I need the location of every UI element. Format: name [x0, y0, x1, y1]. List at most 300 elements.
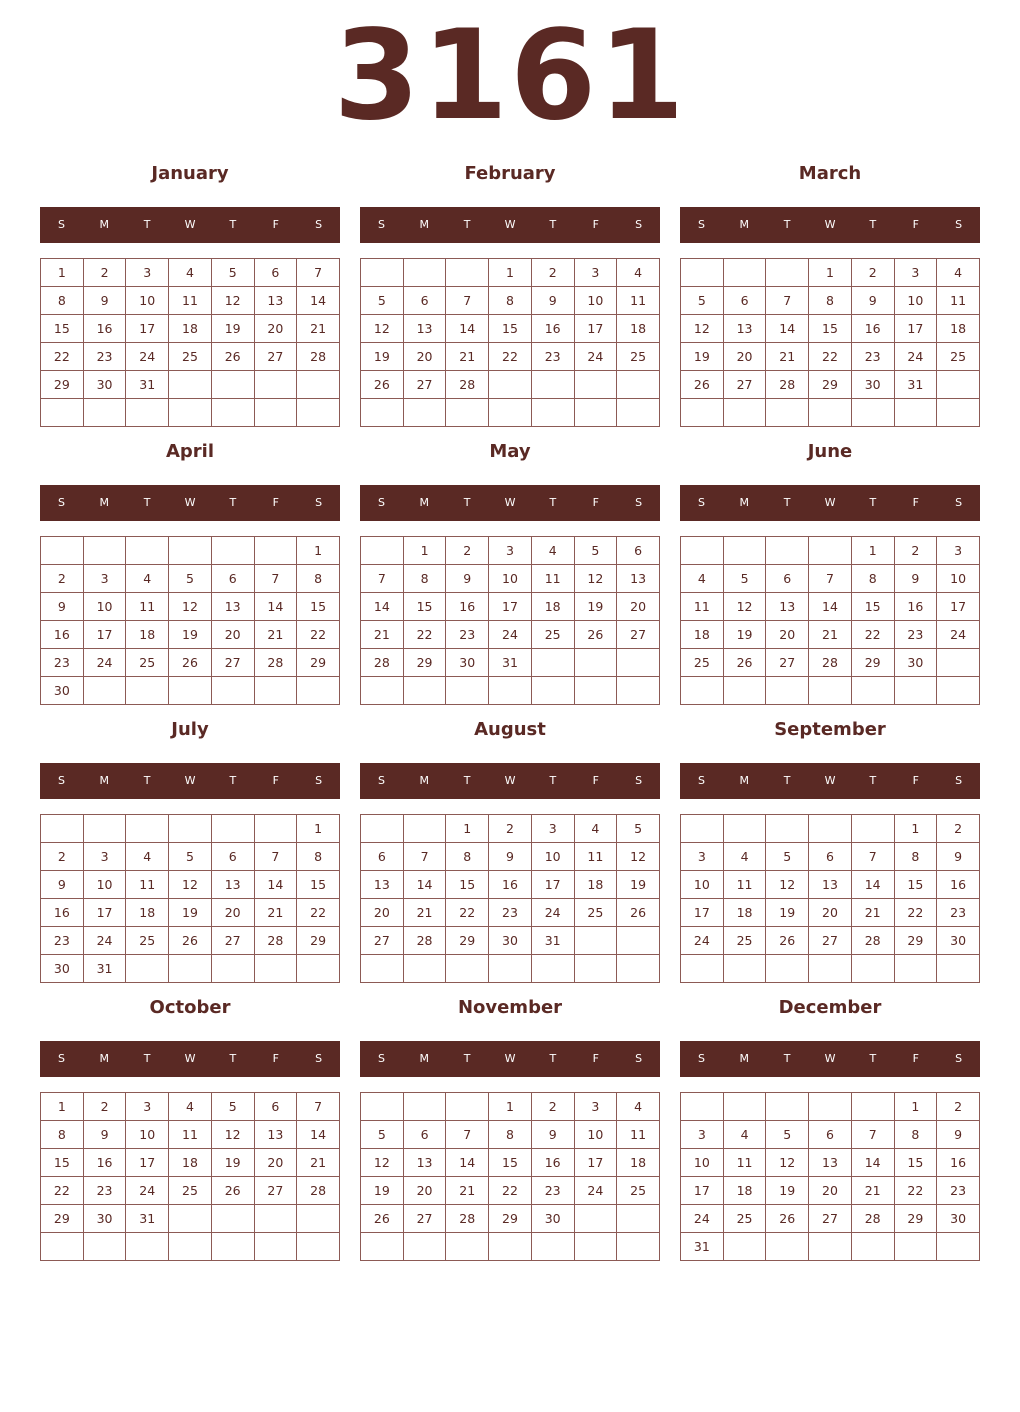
day-cell: 1 [894, 815, 937, 843]
weekday-label: S [57, 496, 65, 509]
empty-cell [851, 815, 894, 843]
day-cell: 25 [169, 1177, 212, 1205]
weekday-label: S [315, 496, 323, 509]
day-cell: 27 [211, 649, 254, 677]
empty-cell [83, 677, 126, 705]
week-row [41, 1177, 340, 1205]
day-cell: 18 [723, 1177, 766, 1205]
weekday-label: W [824, 1052, 836, 1065]
day-cell: 21 [297, 315, 340, 343]
day-cell: 18 [169, 315, 212, 343]
day-cell: 9 [851, 287, 894, 315]
empty-cell [809, 537, 852, 565]
week-row [41, 1233, 340, 1261]
empty-cell [766, 399, 809, 427]
weekday-label: T [869, 496, 877, 509]
week-row [361, 565, 660, 593]
week-row [681, 315, 980, 343]
empty-cell [126, 815, 169, 843]
day-cell: 10 [83, 593, 126, 621]
empty-cell [766, 537, 809, 565]
day-cell: 30 [489, 927, 532, 955]
day-cell: 27 [403, 371, 446, 399]
day-cell: 9 [531, 287, 574, 315]
empty-cell [681, 537, 724, 565]
month-name: October [149, 997, 231, 1018]
day-cell: 1 [297, 815, 340, 843]
empty-cell [83, 399, 126, 427]
empty-cell [723, 537, 766, 565]
day-cell: 14 [851, 871, 894, 899]
day-cell: 23 [531, 343, 574, 371]
day-cell: 19 [211, 315, 254, 343]
empty-cell [617, 677, 660, 705]
weekday-label: S [377, 774, 385, 787]
weekday-label: T [463, 496, 471, 509]
weekday-label: W [504, 1052, 516, 1065]
day-cell: 19 [211, 1149, 254, 1177]
day-cell: 14 [403, 871, 446, 899]
day-cell: 30 [446, 649, 489, 677]
day-cell: 6 [723, 287, 766, 315]
day-cell: 11 [681, 593, 724, 621]
day-cell: 10 [489, 565, 532, 593]
day-grid [360, 258, 660, 427]
empty-cell [446, 259, 489, 287]
day-cell: 14 [254, 593, 297, 621]
week-row [361, 399, 660, 427]
empty-cell [403, 1233, 446, 1261]
weekday-label: S [955, 1052, 963, 1065]
week-row [361, 621, 660, 649]
week-row [361, 287, 660, 315]
day-cell: 26 [574, 621, 617, 649]
week-row [361, 1121, 660, 1149]
day-cell: 10 [681, 871, 724, 899]
weekday-label: F [912, 1052, 919, 1065]
week-row [361, 537, 660, 565]
empty-cell [851, 399, 894, 427]
weekday-label: S [955, 496, 963, 509]
week-row [681, 259, 980, 287]
day-cell: 17 [489, 593, 532, 621]
week-row [361, 843, 660, 871]
day-cell: 21 [403, 899, 446, 927]
day-cell: 4 [937, 259, 980, 287]
empty-cell [211, 815, 254, 843]
day-cell: 20 [254, 315, 297, 343]
day-cell: 15 [446, 871, 489, 899]
day-cell: 19 [361, 343, 404, 371]
day-cell: 24 [126, 1177, 169, 1205]
day-cell: 15 [403, 593, 446, 621]
day-cell: 3 [531, 815, 574, 843]
day-cell: 7 [361, 565, 404, 593]
week-row [361, 871, 660, 899]
day-cell: 8 [851, 565, 894, 593]
day-cell: 22 [894, 1177, 937, 1205]
month-name: November [457, 997, 563, 1018]
weekday-label: T [463, 1052, 471, 1065]
day-cell: 7 [766, 287, 809, 315]
day-cell: 16 [41, 621, 84, 649]
day-cell: 5 [169, 565, 212, 593]
day-cell: 22 [297, 899, 340, 927]
week-row [41, 815, 340, 843]
day-cell: 1 [851, 537, 894, 565]
day-cell: 31 [681, 1233, 724, 1261]
empty-cell [361, 677, 404, 705]
day-cell: 25 [617, 343, 660, 371]
week-row [41, 565, 340, 593]
day-cell: 5 [681, 287, 724, 315]
day-cell: 18 [574, 871, 617, 899]
day-cell: 22 [446, 899, 489, 927]
day-cell: 22 [41, 1177, 84, 1205]
empty-cell [361, 1233, 404, 1261]
day-cell: 18 [937, 315, 980, 343]
empty-cell [254, 677, 297, 705]
weekday-label: T [143, 218, 151, 231]
week-row [41, 1205, 340, 1233]
week-row [41, 677, 340, 705]
day-cell: 16 [83, 1149, 126, 1177]
weekday-label: M [739, 774, 750, 787]
day-cell: 30 [41, 955, 84, 983]
day-cell: 8 [41, 1121, 84, 1149]
weekday-label: T [869, 1052, 877, 1065]
day-cell: 6 [211, 565, 254, 593]
empty-cell [894, 399, 937, 427]
day-cell: 27 [211, 927, 254, 955]
empty-cell [297, 399, 340, 427]
day-cell: 31 [489, 649, 532, 677]
day-cell: 24 [681, 1205, 724, 1233]
weekday-label: M [99, 774, 110, 787]
day-cell: 6 [809, 1121, 852, 1149]
day-cell: 7 [297, 1093, 340, 1121]
week-row [41, 871, 340, 899]
day-cell: 18 [681, 621, 724, 649]
empty-cell [254, 537, 297, 565]
week-row [41, 287, 340, 315]
day-cell: 1 [489, 1093, 532, 1121]
day-cell: 4 [169, 259, 212, 287]
day-cell: 31 [894, 371, 937, 399]
day-cell: 20 [403, 343, 446, 371]
day-cell: 27 [254, 1177, 297, 1205]
day-cell: 18 [617, 315, 660, 343]
empty-cell [574, 955, 617, 983]
day-cell: 25 [617, 1177, 660, 1205]
empty-cell [937, 955, 980, 983]
empty-cell [894, 1233, 937, 1261]
empty-cell [297, 1205, 340, 1233]
empty-cell [617, 371, 660, 399]
day-cell: 15 [809, 315, 852, 343]
day-cell: 29 [851, 649, 894, 677]
day-cell: 13 [403, 1149, 446, 1177]
empty-cell [574, 399, 617, 427]
weekday-header-bar [360, 763, 660, 799]
day-cell: 3 [574, 1093, 617, 1121]
day-cell: 18 [126, 899, 169, 927]
day-cell: 23 [41, 927, 84, 955]
day-cell: 15 [489, 315, 532, 343]
day-cell: 30 [531, 1205, 574, 1233]
empty-cell [403, 955, 446, 983]
day-cell: 19 [766, 899, 809, 927]
day-cell: 7 [297, 259, 340, 287]
empty-cell [617, 1233, 660, 1261]
day-cell: 1 [489, 259, 532, 287]
day-cell: 10 [126, 1121, 169, 1149]
week-row [361, 343, 660, 371]
day-cell: 22 [41, 343, 84, 371]
day-cell: 14 [297, 287, 340, 315]
day-cell: 3 [937, 537, 980, 565]
weekday-label: W [184, 1052, 196, 1065]
weekday-label: T [549, 218, 557, 231]
week-row [681, 649, 980, 677]
day-cell: 4 [126, 565, 169, 593]
week-row [361, 677, 660, 705]
empty-cell [809, 399, 852, 427]
empty-cell [126, 955, 169, 983]
day-cell: 6 [403, 1121, 446, 1149]
empty-cell [937, 1233, 980, 1261]
empty-cell [937, 677, 980, 705]
empty-cell [297, 677, 340, 705]
week-row [681, 1149, 980, 1177]
day-cell: 23 [489, 899, 532, 927]
day-cell: 14 [254, 871, 297, 899]
empty-cell [681, 955, 724, 983]
weekday-header-bar [680, 1041, 980, 1077]
day-cell: 8 [403, 565, 446, 593]
weekday-label: F [912, 774, 919, 787]
day-cell: 24 [126, 343, 169, 371]
day-cell: 29 [403, 649, 446, 677]
weekday-label: W [504, 496, 516, 509]
empty-cell [254, 815, 297, 843]
day-cell: 6 [254, 259, 297, 287]
empty-cell [361, 399, 404, 427]
day-cell: 15 [297, 593, 340, 621]
day-cell: 16 [937, 871, 980, 899]
day-cell: 7 [809, 565, 852, 593]
weekday-label: T [229, 218, 237, 231]
day-cell: 4 [169, 1093, 212, 1121]
day-cell: 20 [361, 899, 404, 927]
week-row [41, 343, 340, 371]
weekday-label: S [697, 1052, 705, 1065]
weekday-label: M [99, 496, 110, 509]
weekday-header-bar [40, 485, 340, 521]
weekday-label: S [377, 1052, 385, 1065]
day-cell: 16 [894, 593, 937, 621]
day-cell: 23 [41, 649, 84, 677]
day-cell: 10 [83, 871, 126, 899]
day-cell: 6 [617, 537, 660, 565]
day-cell: 29 [41, 371, 84, 399]
empty-cell [126, 677, 169, 705]
weekday-label: F [592, 774, 599, 787]
day-cell: 28 [851, 1205, 894, 1233]
day-cell: 1 [809, 259, 852, 287]
day-cell: 24 [574, 1177, 617, 1205]
day-cell: 30 [83, 371, 126, 399]
week-row [681, 899, 980, 927]
day-cell: 21 [766, 343, 809, 371]
empty-cell [169, 537, 212, 565]
weekday-label: T [783, 218, 791, 231]
month-name: August [474, 719, 546, 740]
day-cell: 12 [211, 1121, 254, 1149]
day-cell: 19 [169, 621, 212, 649]
day-cell: 7 [254, 843, 297, 871]
day-cell: 26 [681, 371, 724, 399]
week-row [361, 371, 660, 399]
week-row [681, 621, 980, 649]
day-cell: 3 [489, 537, 532, 565]
day-cell: 13 [254, 287, 297, 315]
month-name: December [778, 997, 882, 1018]
day-cell: 25 [126, 649, 169, 677]
day-cell: 8 [894, 843, 937, 871]
day-cell: 12 [766, 1149, 809, 1177]
weekday-header-bar [360, 207, 660, 243]
empty-cell [681, 677, 724, 705]
day-cell: 26 [766, 1205, 809, 1233]
empty-cell [446, 1233, 489, 1261]
day-cell: 22 [809, 343, 852, 371]
day-cell: 22 [489, 343, 532, 371]
empty-cell [851, 955, 894, 983]
day-cell: 10 [574, 1121, 617, 1149]
day-cell: 30 [41, 677, 84, 705]
week-row [41, 399, 340, 427]
day-cell: 28 [403, 927, 446, 955]
day-cell: 17 [83, 621, 126, 649]
day-grid [360, 814, 660, 983]
day-cell: 23 [446, 621, 489, 649]
day-cell: 17 [126, 315, 169, 343]
day-cell: 19 [617, 871, 660, 899]
day-grid [40, 814, 340, 983]
day-cell: 29 [446, 927, 489, 955]
day-cell: 13 [809, 1149, 852, 1177]
weekday-label: T [549, 496, 557, 509]
day-cell: 24 [681, 927, 724, 955]
day-cell: 12 [361, 1149, 404, 1177]
empty-cell [169, 399, 212, 427]
day-cell: 21 [254, 621, 297, 649]
empty-cell [403, 259, 446, 287]
empty-cell [489, 1233, 532, 1261]
weekday-label: M [739, 218, 750, 231]
week-row [41, 899, 340, 927]
week-row [41, 955, 340, 983]
empty-cell [126, 1233, 169, 1261]
day-cell: 29 [894, 1205, 937, 1233]
empty-cell [809, 1093, 852, 1121]
day-cell: 3 [83, 843, 126, 871]
day-cell: 26 [361, 371, 404, 399]
day-cell: 4 [681, 565, 724, 593]
empty-cell [83, 815, 126, 843]
day-cell: 11 [574, 843, 617, 871]
day-cell: 17 [531, 871, 574, 899]
weekday-label: T [549, 774, 557, 787]
weekday-label: T [463, 218, 471, 231]
empty-cell [211, 371, 254, 399]
week-row [361, 1093, 660, 1121]
empty-cell [531, 1233, 574, 1261]
day-cell: 2 [83, 1093, 126, 1121]
day-cell: 28 [254, 927, 297, 955]
empty-cell [851, 1093, 894, 1121]
weekday-label: F [912, 496, 919, 509]
day-cell: 2 [41, 843, 84, 871]
weekday-label: T [229, 496, 237, 509]
day-cell: 29 [41, 1205, 84, 1233]
empty-cell [766, 1233, 809, 1261]
empty-cell [681, 1093, 724, 1121]
empty-cell [126, 537, 169, 565]
empty-cell [851, 677, 894, 705]
day-cell: 20 [809, 1177, 852, 1205]
weekday-label: F [272, 496, 279, 509]
day-cell: 16 [446, 593, 489, 621]
day-cell: 9 [83, 287, 126, 315]
empty-cell [617, 649, 660, 677]
day-cell: 12 [361, 315, 404, 343]
day-cell: 7 [851, 843, 894, 871]
day-cell: 25 [723, 1205, 766, 1233]
weekday-label: M [419, 1052, 430, 1065]
day-cell: 21 [446, 343, 489, 371]
empty-cell [937, 649, 980, 677]
empty-cell [211, 399, 254, 427]
day-cell: 26 [361, 1205, 404, 1233]
weekday-label: S [635, 774, 643, 787]
empty-cell [766, 1093, 809, 1121]
week-row [41, 371, 340, 399]
empty-cell [169, 815, 212, 843]
empty-cell [446, 1093, 489, 1121]
day-grid [40, 258, 340, 427]
empty-cell [894, 955, 937, 983]
empty-cell [766, 955, 809, 983]
empty-cell [254, 1233, 297, 1261]
week-row [681, 1205, 980, 1233]
empty-cell [361, 259, 404, 287]
weekday-header-bar [680, 485, 980, 521]
day-cell: 2 [851, 259, 894, 287]
day-cell: 30 [851, 371, 894, 399]
day-cell: 30 [83, 1205, 126, 1233]
day-cell: 31 [83, 955, 126, 983]
weekday-header-bar [40, 763, 340, 799]
day-cell: 2 [937, 815, 980, 843]
day-cell: 11 [723, 1149, 766, 1177]
empty-cell [766, 815, 809, 843]
empty-cell [766, 677, 809, 705]
day-cell: 18 [169, 1149, 212, 1177]
week-row [361, 899, 660, 927]
weekday-label: F [272, 1052, 279, 1065]
